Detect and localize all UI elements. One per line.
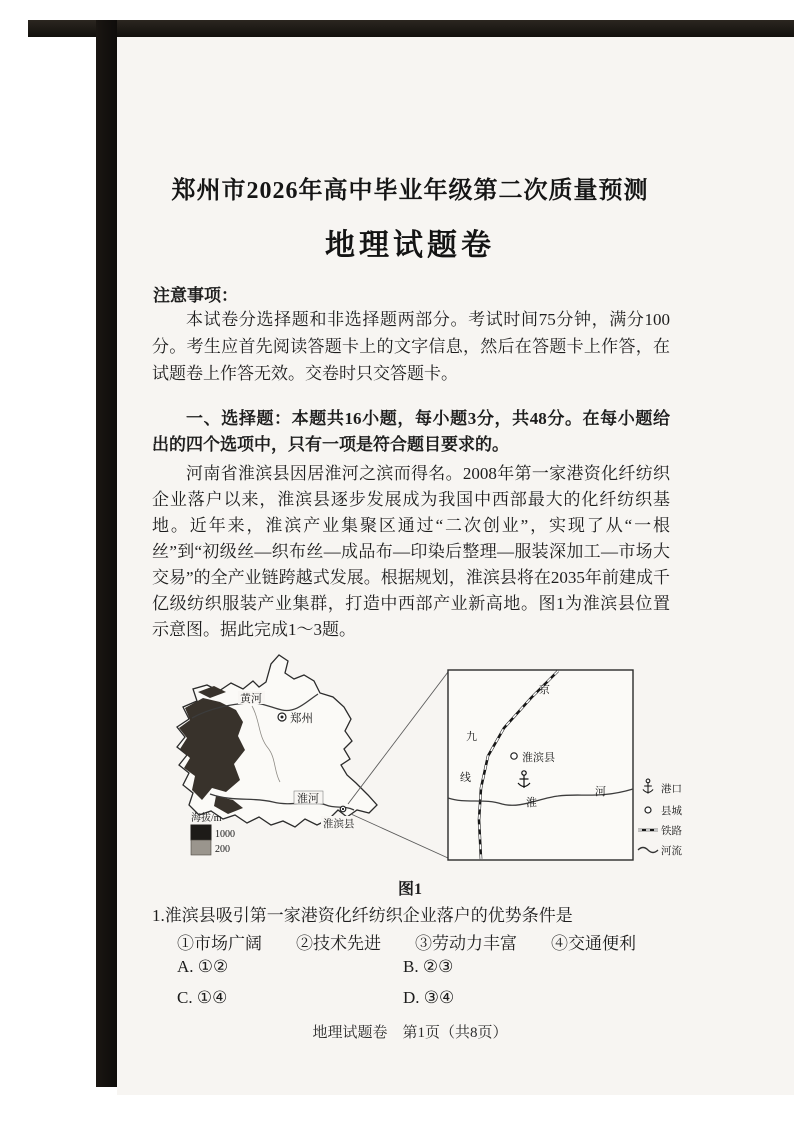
railway-label-jing: 京	[539, 684, 550, 696]
zoom-connector-bottom	[351, 814, 448, 858]
legend-railway-label: 铁路	[661, 826, 682, 837]
legend-county-label: 县城	[661, 806, 682, 817]
location-map-svg	[148, 648, 708, 876]
huaibin-inset-marker	[511, 753, 517, 759]
notice-heading: 注意事项：	[153, 286, 238, 305]
legend-county-icon	[645, 807, 651, 813]
henan-province-map	[177, 655, 377, 855]
zhengzhou-label: 郑州	[290, 713, 313, 725]
question-1-option-items: ①市场广阔 ②技术先进 ③劳动力丰富 ④交通便利	[177, 934, 636, 953]
choice-d: D. ③④	[403, 988, 455, 1007]
section-one-heading: 一、选择题：本题共16小题，每小题3分，共48分。在每小题给出的四个选项中，只有一项是符合题目要求的。	[152, 409, 670, 454]
exam-title: 郑州市2026年高中毕业年级第二次质量预测	[171, 178, 649, 204]
railway-label-jiu: 九	[466, 731, 477, 743]
choice-b: B. ②③	[403, 957, 454, 976]
zoom-connector-top	[348, 672, 448, 804]
huaibin-label: 淮滨县	[323, 819, 355, 830]
question-1-choices	[177, 957, 647, 1008]
huai-char-label: 淮	[526, 797, 537, 809]
scan-artifact-top	[28, 20, 794, 37]
legend-port-anchor-icon	[643, 779, 653, 794]
figure-1-caption: 图1	[397, 881, 422, 898]
choice-a: A. ①②	[177, 957, 229, 976]
elevation-legend-title: 海拔/m	[191, 813, 222, 824]
map-legend	[638, 779, 682, 857]
legend-river-label: 河流	[661, 846, 682, 857]
yellow-river-label: 黄河	[240, 693, 262, 705]
inset-map-frame	[448, 670, 633, 860]
huai-river-label: 淮河	[297, 793, 319, 805]
legend-port-label: 港口	[661, 784, 682, 795]
legend-river-icon	[638, 848, 658, 853]
elevation-swatch-high	[191, 825, 211, 840]
huaibin-county-marker-dot	[342, 808, 344, 810]
question-1-stem: 1.淮滨县吸引第一家港资化纤纺织企业落户的优势条件是	[152, 906, 573, 925]
question-group-intro: 河南省淮滨县因居淮河之滨而得名。2008年第一家港资化纤纺织企业落户以来，淮滨县逐步发展成为我国中西部最大的化纤纺织基地。近年来，淮滨产业集聚区通过“二次创业”，实现了从“一根丝”到“初级丝—织布丝—成品布—印染后整理—服装深加工—市场大交易”的全产业链跨越式发展。根据规划，淮滨县将在2035年前建成千亿级纺织服装产业集群，打造中西部产业新高地。图1为淮滨县位置示意图。据此完成1～3题。	[152, 464, 670, 639]
elevation-value-low: 200	[215, 844, 230, 855]
notice-body: 本试卷分选择题和非选择题两部分。考试时间75分钟，满分100分。考生应首先阅读答题卡上的文字信息，然后在答题卡上作答，在试题卷上作答无效。交卷时只交答题卡。	[152, 310, 670, 383]
exam-subject-title: 地理试题卷	[325, 229, 495, 262]
page-footer: 地理试题卷 第1页（共8页）	[312, 1025, 508, 1041]
scan-artifact-left	[96, 20, 117, 1087]
figure-1-map	[148, 648, 708, 876]
choice-c: C. ①④	[177, 988, 228, 1007]
elevation-swatch-low	[191, 840, 211, 855]
railway-label-xian: 线	[460, 772, 471, 784]
he-char-label: 河	[595, 786, 606, 798]
inset-map	[448, 670, 633, 860]
zhengzhou-city-marker-dot	[281, 716, 284, 719]
huaibin-inset-label: 淮滨县	[522, 752, 555, 764]
elevation-value-high: 1000	[215, 829, 235, 840]
